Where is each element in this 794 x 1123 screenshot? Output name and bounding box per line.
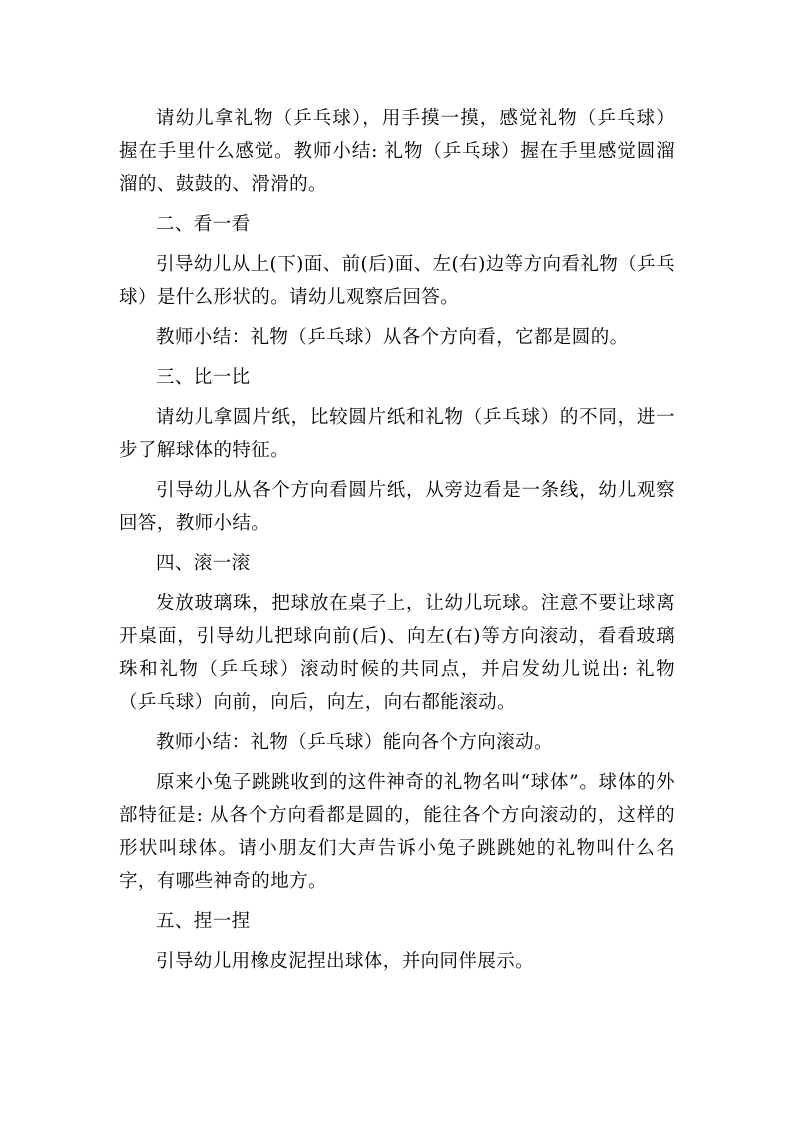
paragraph-roll-marbles: 发放玻璃珠，把球放在桌子上，让幼儿玩球。注意不要让球离开桌面，引导幼儿把球向前(后)、向左(右)等方向滚动，看看玻璃珠和礼物（乒乓球）滚动时候的共同点，并启发幼儿说出: 礼物（乒乓球）向前，向后，向左，向右都能滚动。 — [119, 593, 675, 713]
section-heading-pinch: 五、捏一捏 — [156, 911, 251, 932]
paragraph-clay-sphere: 引导幼儿用橡皮泥捏出球体，并向同伴展示。 — [156, 951, 535, 972]
paragraph-teacher-summary-roll: 教师小结：礼物（乒乓球）能向各个方向滚动。 — [156, 732, 553, 753]
section-heading-roll: 四、滚一滚 — [156, 553, 251, 574]
section-heading-compare: 三、比一比 — [156, 367, 251, 388]
paragraph-look-disc: 引导幼儿从各个方向看圆片纸，从旁边看是一条线，幼儿观察回答，教师小结。 — [119, 480, 675, 534]
paragraph-teacher-summary-round: 教师小结：礼物（乒乓球）从各个方向看，它都是圆的。 — [156, 327, 629, 348]
paragraph-compare-disc: 请幼儿拿圆片纸，比较圆片纸和礼物（乒乓球）的不同，进一步了解球体的特征。 — [119, 407, 675, 461]
section-heading-look: 二、看一看 — [156, 214, 251, 235]
document-body — [119, 102, 675, 978]
paragraph-sphere-definition: 原来小兔子跳跳收到的这件神奇的礼物名叫“球体”。球体的外部特征是: 从各个方向看都是圆的，能往各个方向滚动的，这样的形状叫球体。请小朋友们大声告诉小兔子跳跳她的礼物叫什么名字，有哪些神奇的地方。 — [119, 772, 675, 892]
paragraph-feel-ball: 请幼儿拿礼物（乒乓球），用手摸一摸，感觉礼物（乒乓球）握在手里什么感觉。教师小结: 礼物（乒乓球）握在手里感觉圆溜溜的、鼓鼓的、滑滑的。 — [119, 108, 675, 195]
paragraph-look-directions: 引导幼儿从上(下)面、前(后)面、左(右)边等方向看礼物（乒乓球）是什么形状的。请幼儿观察后回答。 — [119, 254, 675, 308]
